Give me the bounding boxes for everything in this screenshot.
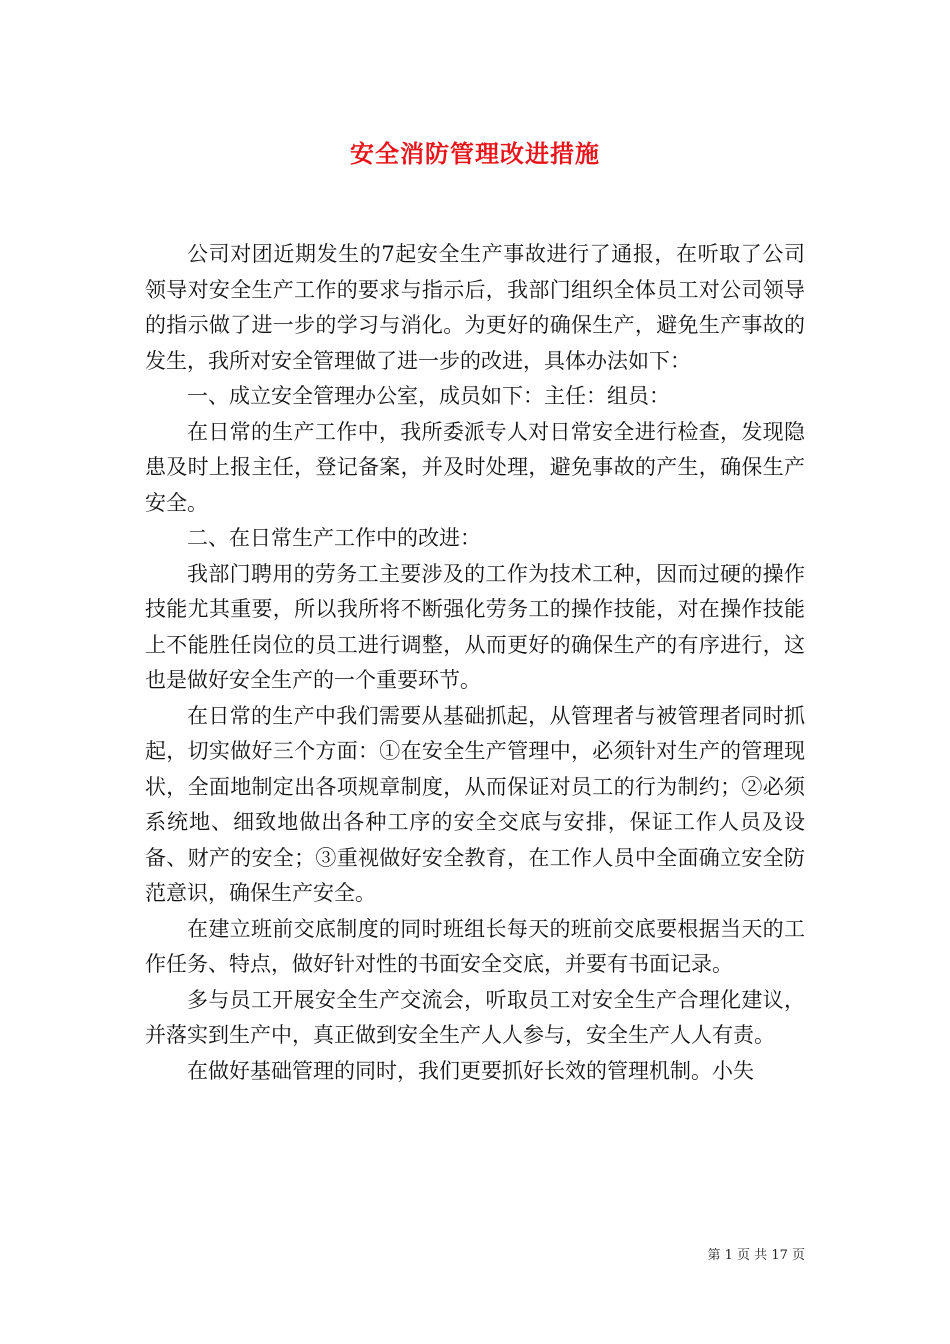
paragraph: 二、在日常生产工作中的改进：: [187, 526, 481, 550]
paragraph: 一、成立安全管理办公室，成员如下：主任：组员：: [187, 384, 670, 408]
paragraph: 公司对团近期发生的7起安全生产事故进行了通报，在听取了公司领导对安全生产工作的要求与指示后，我部门组织全体员工对公司领导的指示做了进一步的学习与消化。为更好的确保生产，避免生产事故的发生，我所对安全管理做了进一步的改进，具体办法如下：: [145, 242, 805, 373]
page-number: 第 1 页 共 17 页: [707, 1248, 805, 1263]
document-body: [145, 237, 805, 1089]
paragraph: 在日常的生产中我们需要从基础抓起，从管理者与被管理者同时抓起，切实做好三个方面：①在安全生产管理中，必须针对生产的管理现状，全面地制定出各项规章制度，从而保证对员工的行为制约；②必须系统地、细致地做出各种工序的安全交底与安排，保证工作人员及设备、财产的安全；③重视做好安全教育，在工作人员中全面确立安全防范意识，确保生产安全。: [145, 703, 805, 905]
paragraph: 在建立班前交底制度的同时班组长每天的班前交底要根据当天的工作任务、特点，做好针对性的书面安全交底，并要有书面记录。: [145, 916, 805, 976]
paragraph: 多与员工开展安全生产交流会，听取员工对安全生产合理化建议，并落实到生产中，真正做到安全生产人人参与，安全生产人人有责。: [145, 987, 805, 1047]
paragraph: 在做好基础管理的同时，我们更要抓好长效的管理机制。小失: [187, 1058, 754, 1083]
paragraph: 我部门聘用的劳务工主要涉及的工作为技术工种，因而过硬的操作技能尤其重要，所以我所将不断强化劳务工的操作技能，对在操作技能上不能胜任岗位的员工进行调整，从而更好的确保生产的有序进行，这也是做好安全生产的一个重要环节。: [145, 561, 805, 692]
paragraph: 在日常的生产工作中，我所委派专人对日常安全进行检查，发现隐患及时上报主任，登记备案，并及时处理，避免事故的产生，确保生产安全。: [145, 419, 805, 515]
document-title: 安全消防管理改进措施: [350, 139, 600, 168]
